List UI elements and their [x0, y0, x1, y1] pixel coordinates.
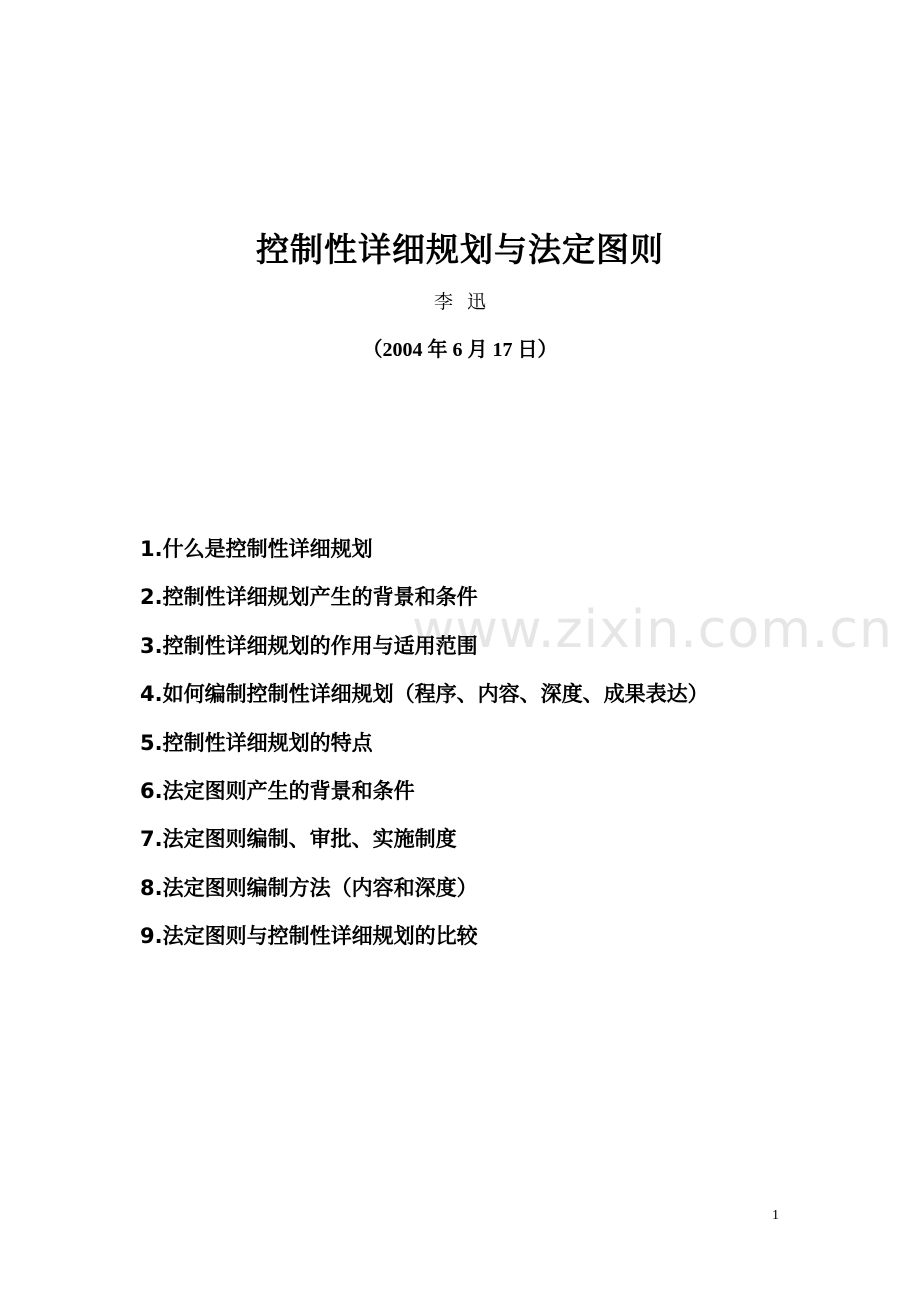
table-of-contents	[140, 532, 800, 968]
document-title: 控制性详细规划与法定图则	[256, 230, 664, 269]
toc-item-8: 8.法定图则编制方法（内容和深度）	[140, 875, 478, 900]
toc-item-9: 9.法定图则与控制性详细规划的比较	[140, 924, 478, 949]
toc-item-3: 3.控制性详细规划的作用与适用范围	[140, 633, 478, 658]
toc-item-4: 4.如何编制控制性详细规划（程序、内容、深度、成果表达）	[140, 682, 709, 707]
page-number: 1	[772, 1208, 779, 1223]
document-date: （2004 年 6 月 17 日）	[362, 339, 558, 361]
author-name: 李 迅	[433, 291, 487, 313]
toc-item-2: 2.控制性详细规划产生的背景和条件	[140, 585, 478, 610]
toc-item-1: 1.什么是控制性详细规划	[140, 537, 373, 561]
toc-item-7: 7.法定图则编制、审批、实施制度	[140, 827, 457, 852]
watermark: www.zixin.com.cn	[412, 600, 893, 660]
toc-item-6: 6.法定图则产生的背景和条件	[140, 778, 415, 803]
toc-item-5: 5.控制性详细规划的特点	[140, 730, 373, 755]
